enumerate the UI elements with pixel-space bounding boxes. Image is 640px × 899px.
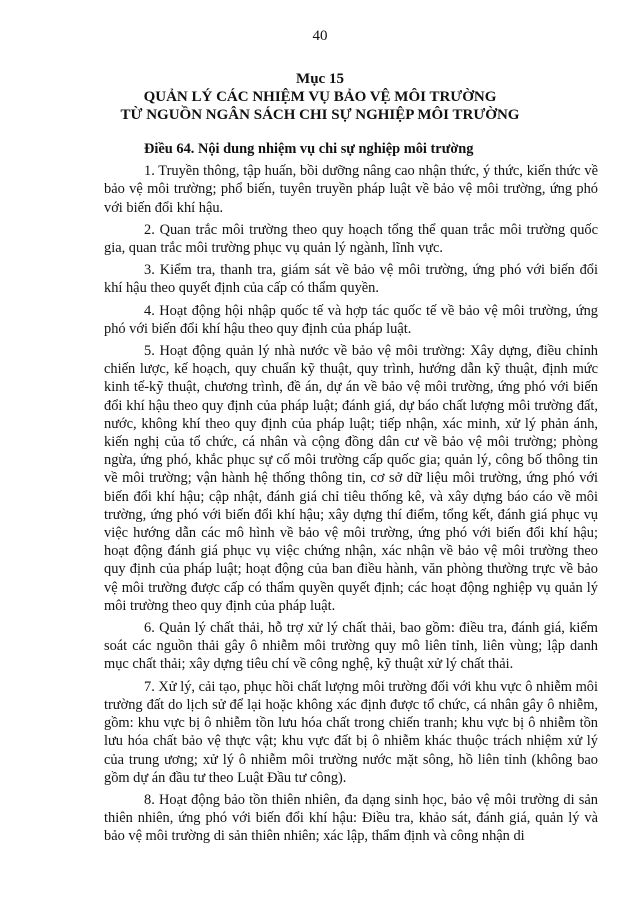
section-heading (40, 70, 600, 124)
paragraph-6: 6. Quản lý chất thải, hỗ trợ xử lý chất thải, bao gồm: điều tra, đánh giá, kiểm soát các nguồn thải gây ô nhiễm môi trường quy mô liên tỉnh, liên vùng; lập danh mục chất thải; xây dựng tiêu chí về công nghệ, kỹ thuật xử lý chất thải. (104, 620, 598, 673)
paragraph-4: 4. Hoạt động hội nhập quốc tế và hợp tác quốc tế về bảo vệ môi trường, ứng phó với biến đổi khí hậu theo quy định của pháp luật. (104, 302, 598, 337)
section-title-line-2: TỪ NGUỒN NGÂN SÁCH CHI SỰ NGHIỆP MÔI TRƯỜNG (120, 107, 520, 123)
article-title: Điều 64. Nội dung nhiệm vụ chi sự nghiệp môi trường (144, 141, 474, 157)
paragraph-8: 8. Hoạt động bảo tồn thiên nhiên, đa dạng sinh học, bảo vệ môi trường di sản thiên nhiên, ứng phó với biến đổi khí hậu: Điều tra, khảo sát, đánh giá, quản lý và bảo vệ môi trường di sản thiên nhiên; xác lập, thẩm định và công nhận di (104, 791, 598, 845)
page-number: 40 (312, 28, 328, 44)
paragraph-7: 7. Xử lý, cải tạo, phục hồi chất lượng môi trường đối với khu vực ô nhiễm môi trường đất do lịch sử để lại hoặc không xác định được tổ chức, cá nhân gây ô nhiễm, gồm: khu vực bị ô nhiễm tồn lưu hóa chất trong chiến tranh; khu vực bị ô nhiễm tồn lưu hóa chất bảo vệ thực vật; khu vực đất bị ô nhiễm khác thuộc trách nhiệm xử lý của trung ương; xử lý ô nhiễm môi trường nước mặt sông, hồ liên tỉnh (không bao gồm dự án đầu tư theo Luật Đầu tư công). (104, 678, 598, 786)
paragraph-1: 1. Truyền thông, tập huấn, bồi dưỡng nâng cao nhận thức, ý thức, kiến thức về bảo vệ môi trường; phổ biến, tuyên truyền pháp luật về bảo vệ môi trường, ứng phó với biến đổi khí hậu. (104, 163, 598, 216)
paragraph-5: 5. Hoạt động quản lý nhà nước về bảo vệ môi trường: Xây dựng, điều chỉnh chiến lược, kế hoạch, quy chuẩn kỹ thuật, quy trình, hướng dẫn kỹ thuật, định mức kinh tế-kỹ thuật, chương trình, đề án, dự án về bảo vệ môi trường, ứng phó với biến đổi khí hậu theo quy định của pháp luật; đánh giá, dự báo chất lượng môi trường đất, nước, không khí theo quy định của pháp luật; tiếp nhận, xác minh, xử lý phản ánh, kiến nghị của tổ chức, cá nhân và cộng đồng dân cư về bảo vệ môi trường; phòng ngừa, ứng phó, khắc phục sự cố môi trường cấp quốc gia; quản lý, công bố thông tin về môi trường; vận hành hệ thống thông tin, cơ sở dữ liệu môi trường, ứng phó với biến đổi khí hậu; cập nhật, đánh giá chỉ tiêu thống kê, và xây dựng báo cáo về môi trường, ứng phó với biến đổi khí hậu; xây dựng thí điểm, tổng kết, đánh giá phục vụ việc hướng dẫn các mô hình về bảo vệ môi trường, ứng phó với biến đổi khí hậu; hoạt động đánh giá phục vụ việc chứng nhận, xác nhận về bảo vệ môi trường theo quy định của pháp luật; hoạt động của ban điều hành, văn phòng thường trực về bảo vệ môi trường được cấp có thẩm quyền quyết định; các hoạt động nghiệp vụ quản lý môi trường theo quy định của pháp luật. (104, 343, 598, 614)
section-title-line-1: QUẢN LÝ CÁC NHIỆM VỤ BẢO VỆ MÔI TRƯỜNG (143, 89, 497, 105)
paragraph-3: 3. Kiểm tra, thanh tra, giám sát về bảo vệ môi trường, ứng phó với biến đổi khí hậu theo quyết định của cấp có thẩm quyền. (104, 262, 598, 297)
paragraph-2: 2. Quan trắc môi trường theo quy hoạch tổng thể quan trắc môi trường quốc gia, quan trắc môi trường phục vụ quản lý ngành, lĩnh vực. (104, 221, 598, 257)
section-label: Mục 15 (296, 71, 344, 87)
article-body (104, 140, 598, 850)
